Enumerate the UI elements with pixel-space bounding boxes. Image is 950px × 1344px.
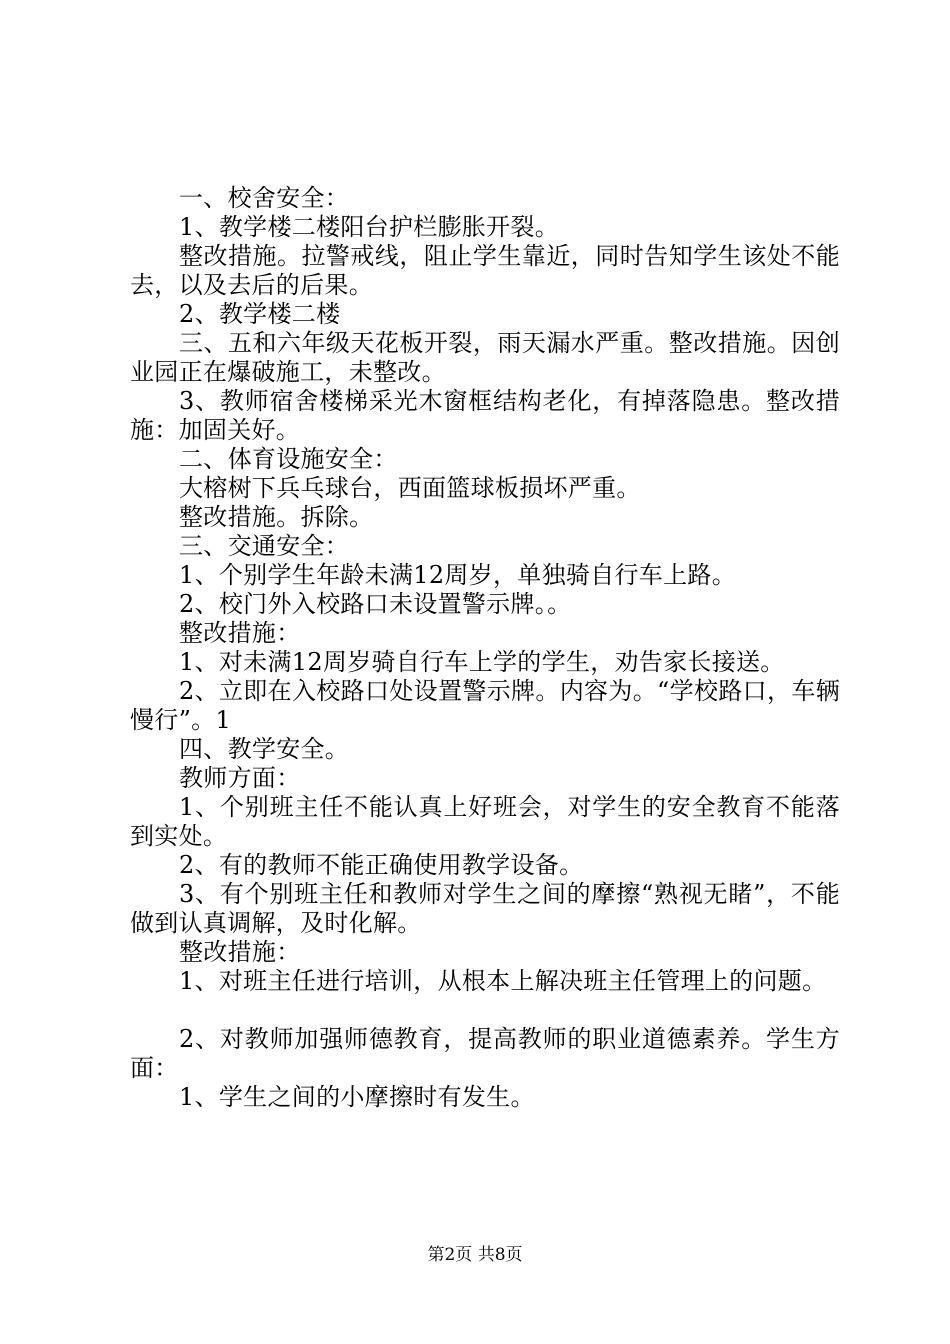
paragraph: 3、有个别班主任和教师对学生之间的摩擦“熟视无睹”，不能做到认真调解，及时化解。	[130, 880, 840, 937]
paragraph: 1、对未满12周岁骑自行车上学的学生，劝告家长接送。	[179, 648, 785, 676]
paragraph: 大榕树下兵乓球台，西面篮球板损坏严重。	[179, 474, 641, 502]
paragraph: 1、对班主任进行培训，从根本上解决班主任管理上的问题。	[179, 967, 827, 995]
paragraph: 1、教学楼二楼阳台护栏膨胀开裂。	[179, 213, 560, 241]
paragraph: 2、立即在入校路口处设置警示牌。内容为。“学校路口，车辆慢行”。1	[130, 677, 840, 734]
paragraph: 1、个别班主任不能认真上好班会，对学生的安全教育不能落到实处。	[130, 793, 840, 850]
paragraph: 2、有的教师不能正确使用教学设备。	[179, 851, 584, 879]
paragraph: 教师方面：	[179, 764, 301, 792]
page-footer: 第2页 共8页	[427, 1245, 523, 1265]
paragraph: 1、个别学生年龄未满12周岁，单独骑自行车上路。	[179, 561, 737, 589]
paragraph: 整改措施。拉警戒线，阻止学生靠近，同时告知学生该处不能去，以及去后的后果。	[130, 242, 840, 299]
paragraph-section-traffic: 三、交通安全：	[179, 532, 350, 560]
document-body	[130, 184, 840, 1112]
paragraph: 整改措施：	[179, 619, 301, 647]
paragraph: 2、教学楼二楼	[179, 300, 341, 328]
paragraph: 2、对教师加强师德教育，提高教师的职业道德素养。学生方面：	[130, 1025, 840, 1082]
paragraph: 1、学生之间的小摩擦时有发生。	[179, 1083, 535, 1111]
paragraph: 三、五和六年级天花板开裂，雨天漏水严重。整改措施。因创业园正在爆破施工，未整改。	[130, 329, 840, 386]
paragraph-section-school-buildings: 一、校舍安全：	[179, 184, 350, 212]
paragraph: 2、校门外入校路口未设置警示牌。。	[179, 590, 572, 618]
paragraph: 整改措施：	[179, 938, 301, 966]
paragraph-section-teaching: 四、教学安全。	[179, 735, 350, 763]
paragraph: 整改措施。拆除。	[179, 503, 374, 531]
paragraph: 3、教师宿舍楼梯采光木窗框结构老化，有掉落隐患。整改措施：加固关好。	[130, 387, 840, 444]
paragraph-section-sports-facilities: 二、体育设施安全：	[179, 445, 398, 473]
